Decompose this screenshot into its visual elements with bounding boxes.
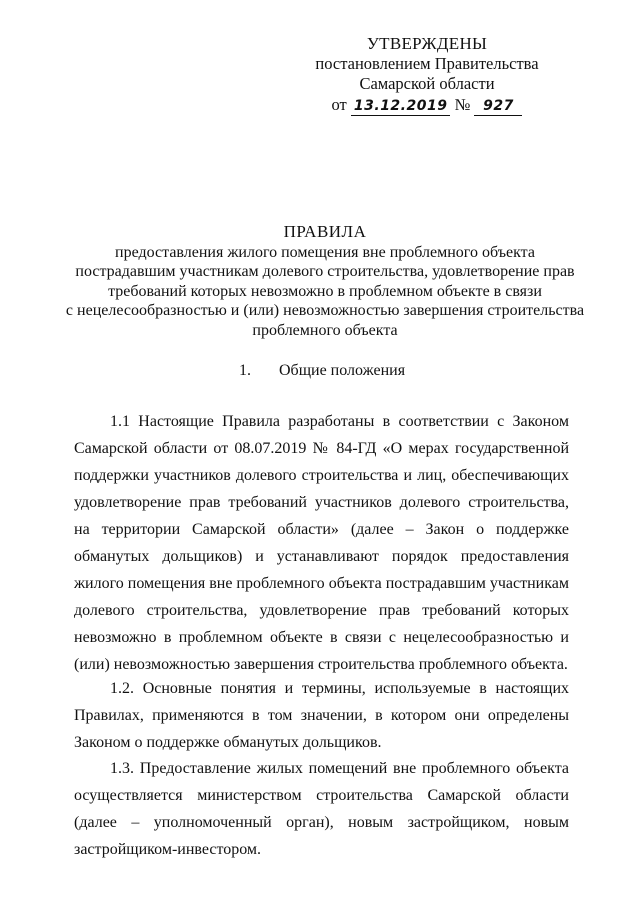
document-subtitle-line-3: требований которых невозможно в проблемном объекте в связи	[108, 282, 542, 300]
paragraph-1-1	[74, 408, 569, 678]
document-subtitle-line-1: предоставления жилого помещения вне проблемного объекта	[115, 243, 535, 261]
section-number: 1.	[239, 362, 251, 379]
approval-authority: постановлением Правительства	[315, 54, 539, 73]
paragraph-text: 1.2. Основные понятия и термины, используемые в настоящих Правилах, применяются в том значении, в котором они определены Законом о поддержке обманутых дольщиков.	[74, 680, 569, 751]
document-subtitle-line-5: проблемного объекта	[252, 321, 398, 339]
document-subtitle-line-4: с нецелесообразностью и (или) невозможностью завершения строительства	[65, 302, 585, 319]
document-title: ПРАВИЛА	[283, 222, 367, 241]
handwritten-number: 927	[474, 97, 522, 116]
number-prefix: №	[454, 95, 471, 114]
paragraph-text: 1.3. Предоставление жилых помещений вне проблемного объекта осуществляется министерством строительства Самарской области (далее – уполномоченный орган), новым застройщиком, новым застройщиком-инвестором.	[74, 760, 569, 858]
section-title: Общие положения	[279, 362, 406, 379]
document-title-block	[60, 222, 590, 340]
handwritten-date: 13.12.2019	[351, 97, 451, 116]
approval-title: УТВЕРЖДЕНЫ	[366, 34, 488, 53]
document-subtitle-line-2: пострадавшим участникам долевого строительства, удовлетворение прав	[75, 263, 575, 280]
paragraph-text: 1.1 Настоящие Правила разработаны в соответствии с Законом Самарской области от 08.07.2019 № 84-ГД «О мерах государственной поддержки участников долевого строительства и лиц, обеспечивающих удовлетворение прав требований участников долевого строительства, на территории Самарской области» (далее – Закон о поддержке обманутых дольщиков) и устанавливают порядок предоставления жилого помещения вне проблемного объекта пострадавшим участникам долевого строительства, удовлетворение прав требований которых невозможно в проблемном объекте в связи с нецелесообразностью и (или) невозможностью завершения строительства проблемного объекта.	[74, 413, 569, 673]
date-prefix: от	[331, 95, 347, 114]
approval-dateline	[312, 95, 542, 116]
approval-region: Самарской области	[359, 74, 495, 93]
approval-block	[312, 34, 542, 116]
paragraph-1-2	[74, 675, 569, 756]
paragraph-1-3	[74, 755, 569, 863]
